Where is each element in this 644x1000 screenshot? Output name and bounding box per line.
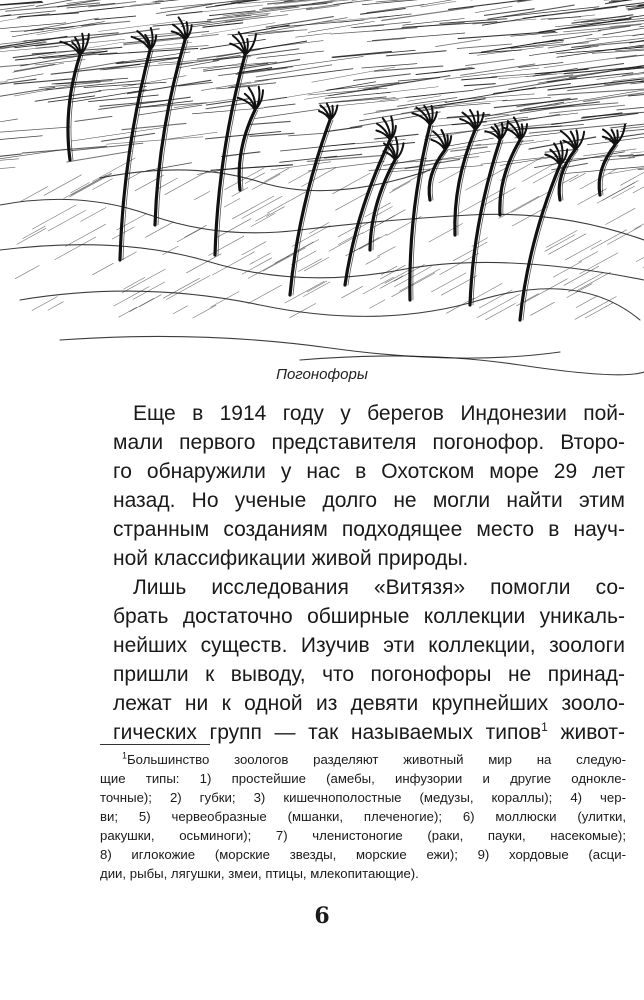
body-line-with-footnote xyxy=(113,718,625,747)
body-line: мали первого представителя погонофор. Второ- xyxy=(113,431,625,454)
body-line: странным созданиям подходящее место в науч- xyxy=(113,518,625,541)
illustration-caption: Погонофоры xyxy=(276,366,368,383)
footnote-line: ви; 5) червеобразные (мшанки, плеченогие); 6) моллюски (улитки, xyxy=(100,809,626,824)
footnote-line: ракушки, осьминоги); 7) членистоногие (раки, пауки, насекомые); xyxy=(100,828,626,843)
footnote-marker: 1 xyxy=(122,750,128,761)
body-text xyxy=(113,399,625,747)
footnote-line xyxy=(100,750,626,769)
footnote-line: дии, рыбы, лягушки, змеи, птицы, млекопитающие). xyxy=(100,866,419,881)
body-line-text: гических групп — так называемых типов xyxy=(113,721,542,744)
footnote xyxy=(100,750,626,883)
footnote-line: щие типы: 1) простейшие (амебы, инфузории и другие однокле- xyxy=(100,771,626,786)
body-line: брать достаточно обширные коллекции уникаль- xyxy=(113,605,625,628)
footnote-line: точные); 2) губки; 3) кишечнополостные (медузы, кораллы); 4) чер- xyxy=(100,790,626,805)
pogonophora-illustration xyxy=(0,0,644,392)
body-line: назад. Но ученые долго не могли найти этим xyxy=(113,489,625,512)
page-number: 6 xyxy=(314,903,330,929)
body-line: Еще в 1914 году у берегов Индонезии пой- xyxy=(133,402,625,425)
body-line: го обнаружили у нас в Охотском море 29 лет xyxy=(113,460,625,483)
illustration-drawing xyxy=(0,0,644,392)
body-line-tail: живот- xyxy=(547,721,625,744)
footnote-reference[interactable]: 1 xyxy=(541,720,548,734)
body-line: ной классификации живой природы. xyxy=(113,547,469,570)
footnote-line-text: Большинство зоологов разделяют животный мир на следую- xyxy=(127,752,626,767)
body-line: Лишь исследования «Витязя» помогли со- xyxy=(133,576,625,599)
body-line: лежат ни к одной из девяти крупнейших зооло- xyxy=(113,692,625,715)
body-line: пришли к выводу, что погонофоры не принад- xyxy=(113,663,625,686)
footnote-line: 8) иглокожие (морские звезды, морские ежи); 9) хордовые (асци- xyxy=(100,847,626,862)
footnote-divider xyxy=(100,744,210,745)
body-line: нейших существ. Изучив эти коллекции, зоологи xyxy=(113,634,625,657)
